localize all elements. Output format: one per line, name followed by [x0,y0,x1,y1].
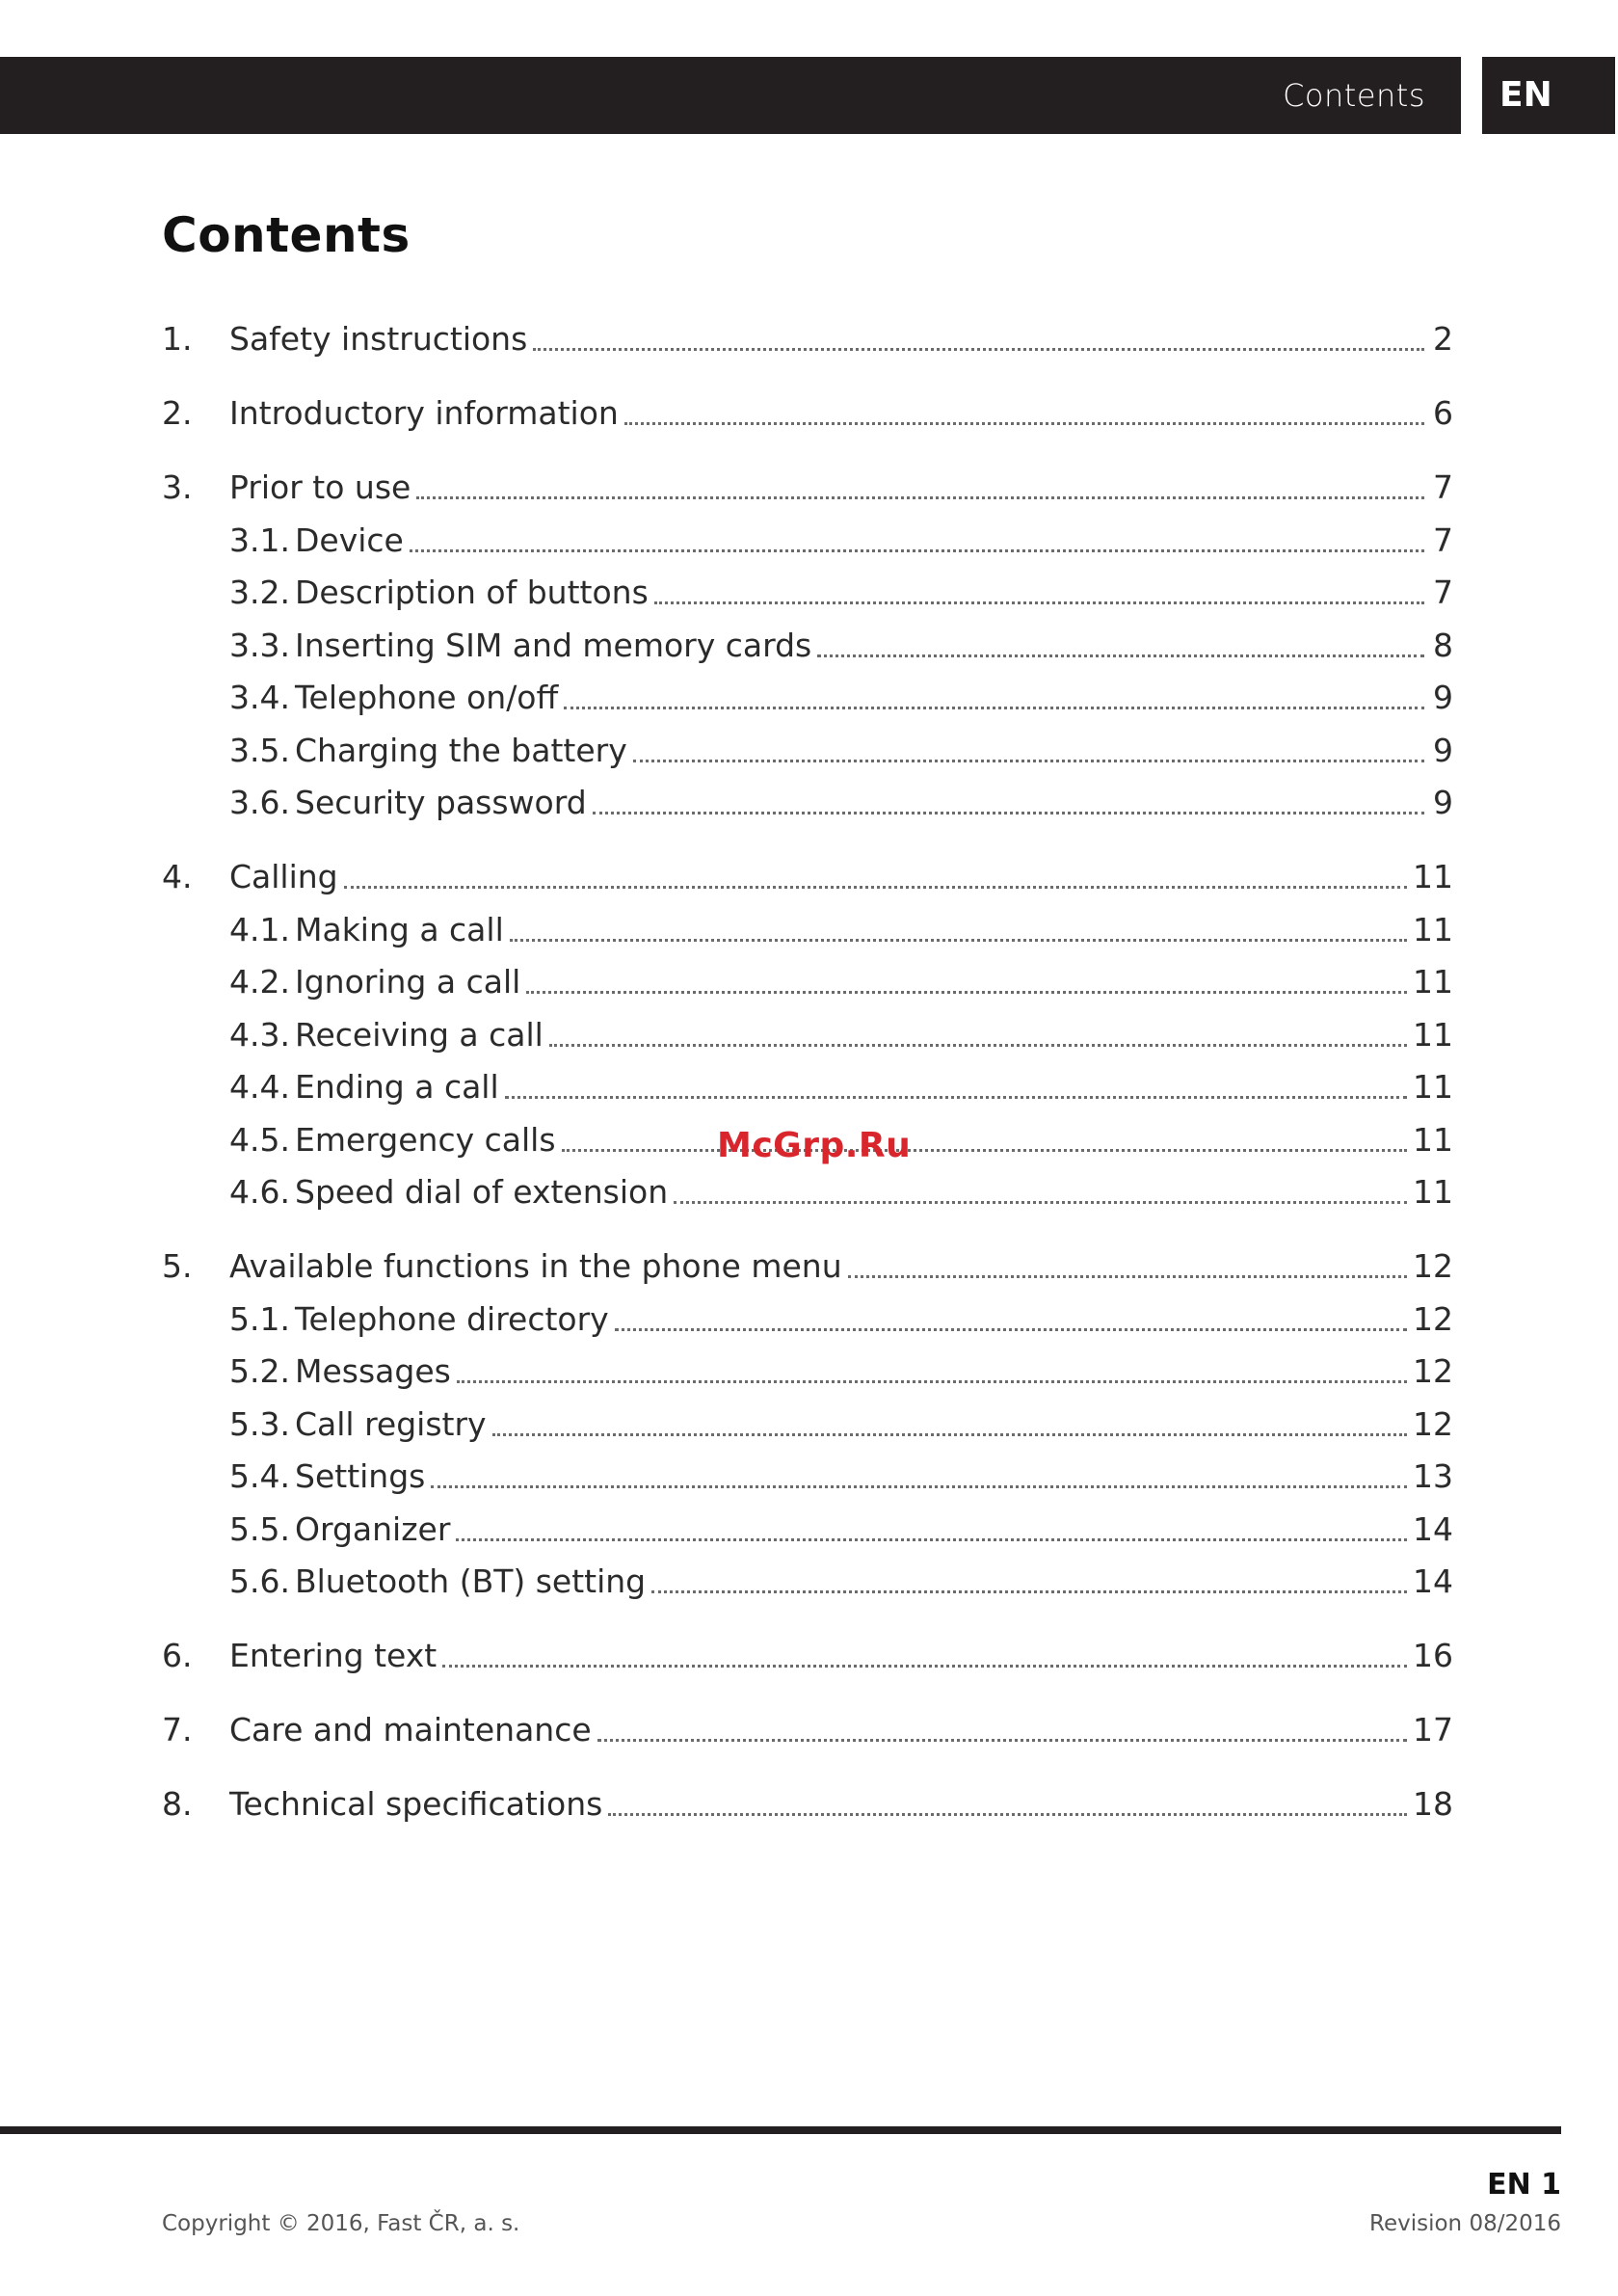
toc-entry-number: 5.2. [229,1352,290,1390]
toc-entry[interactable] [162,1562,1453,1607]
toc-entry-page: 7 [1433,521,1453,559]
toc-entry-label: Ignoring a call [295,963,521,1001]
toc-leader-dots [615,1328,1407,1331]
toc-entry[interactable] [162,1637,1453,1681]
toc-entry-number: 5.1. [229,1299,290,1338]
toc-entry[interactable] [162,858,1453,902]
toc-entry-label: Organizer [295,1509,451,1548]
toc-entry-number: 4.5. [229,1120,290,1159]
toc-entry[interactable] [162,1247,1453,1292]
toc-entry[interactable] [162,394,1453,439]
toc-entry-page: 14 [1413,1509,1453,1548]
toc-entry-page: 11 [1413,1173,1453,1211]
toc-entry-page: 11 [1413,910,1453,948]
toc-entry-label: Inserting SIM and memory cards [295,626,812,664]
toc-entry-number: 4.2. [229,963,290,1001]
toc-leader-dots [817,654,1424,657]
toc-entry[interactable] [162,1457,1453,1502]
toc-entry[interactable] [162,1510,1453,1555]
toc-leader-dots [651,1590,1407,1593]
toc-entry-page: 17 [1413,1711,1453,1749]
toc-leader-dots [654,601,1424,604]
header-section-title: Contents [1283,77,1425,114]
toc-entry-number: 1. [162,320,193,358]
footer-revision: Revision 08/2016 [1369,2211,1561,2236]
toc-entry-label: Receiving a call [295,1015,544,1054]
toc-entry-page: 18 [1413,1785,1453,1823]
toc-entry-page: 11 [1413,963,1453,1001]
toc-entry[interactable] [162,963,1453,1007]
toc-entry[interactable] [162,468,1453,513]
toc-entry-number: 2. [162,394,193,432]
toc-entry[interactable] [162,1711,1453,1755]
toc-leader-dots [492,1433,1407,1436]
toc-entry-label: Calling [229,858,338,895]
toc-entry-number: 3.5. [229,731,290,769]
language-badge: EN [1482,57,1615,134]
toc-leader-dots [624,422,1424,425]
toc-entry-page: 2 [1433,320,1453,358]
toc-entry-page: 13 [1413,1457,1453,1495]
toc-entry-label: Telephone directory [295,1299,609,1338]
toc-entry-label: Introductory information [229,394,619,432]
toc-entry[interactable] [162,574,1453,618]
toc-entry[interactable] [162,320,1453,364]
toc-leader-dots [457,1380,1407,1383]
toc-entry[interactable] [162,1405,1453,1450]
toc-entry-label: Call registry [295,1404,487,1443]
toc-entry-page: 12 [1413,1247,1453,1285]
toc-leader-dots [505,1096,1407,1099]
toc-leader-dots [593,812,1424,814]
toc-leader-dots [416,496,1424,499]
toc-entry-label: Making a call [295,910,504,948]
toc-entry-number: 3.2. [229,574,290,611]
toc-entry-label: Ending a call [295,1068,499,1106]
toc-leader-dots [562,1149,1407,1152]
toc-entry-page: 8 [1433,626,1453,664]
toc-entry-label: Emergency calls [295,1120,556,1159]
toc-entry[interactable] [162,911,1453,955]
toc-entry-label: Prior to use [229,468,411,506]
toc-leader-dots [597,1739,1407,1742]
footer-copyright: Copyright © 2016, Fast ČR, a. s. [162,2211,520,2236]
toc-entry-number: 5.3. [229,1404,290,1443]
toc-entry-number: 8. [162,1785,193,1823]
toc-entry-page: 6 [1433,394,1453,432]
toc-leader-dots [410,549,1424,552]
toc-entry-number: 3.1. [229,521,290,559]
toc-leader-dots [456,1538,1407,1541]
toc-entry-label: Care and maintenance [229,1711,592,1749]
toc-leader-dots [526,991,1407,994]
watermark: McGrp.Ru [717,1126,912,1165]
toc-entry[interactable] [162,1016,1453,1060]
toc-leader-dots [442,1665,1407,1668]
toc-entry-label: Bluetooth (BT) setting [295,1562,647,1600]
toc-entry-label: Telephone on/off [295,679,559,716]
toc-leader-dots [608,1813,1407,1816]
toc-leader-dots [564,707,1424,709]
toc-entry-page: 9 [1433,784,1453,821]
toc-entry-label: Charging the battery [295,731,627,769]
page-title: Contents [162,207,411,263]
toc-entry-label: Speed dial of extension [295,1173,669,1211]
toc-entry-page: 11 [1413,1120,1453,1159]
toc-entry-label: Available functions in the phone menu [229,1247,842,1285]
toc-entry[interactable] [162,1068,1453,1112]
toc-entry[interactable] [162,679,1453,723]
toc-entry-label: Settings [295,1457,426,1495]
toc-entry-label: Entering text [229,1637,438,1674]
toc-entry-page: 12 [1413,1352,1453,1390]
toc-entry-number: 4.1. [229,910,290,948]
toc-entry-number: 3.3. [229,626,290,664]
toc-entry-number: 4.6. [229,1173,290,1211]
toc-entry-label: Security password [295,784,587,821]
toc-entry-number: 3.6. [229,784,290,821]
footer-page-number: EN 1 [1487,2168,1561,2202]
toc-entry-number: 3.4. [229,679,290,716]
toc-leader-dots [431,1485,1407,1488]
toc-entry-number: 6. [162,1637,193,1674]
toc-entry-number: 5.5. [229,1509,290,1548]
toc-entry-page: 9 [1433,679,1453,716]
toc-entry[interactable] [162,627,1453,671]
header-bar [0,57,1461,134]
toc-entry-page: 12 [1413,1404,1453,1443]
toc-entry[interactable] [162,1300,1453,1345]
toc-entry-page: 11 [1413,1015,1453,1054]
toc-entry-label: Safety instructions [229,320,528,358]
toc-entry-number: 5. [162,1247,193,1285]
toc-leader-dots [344,886,1407,889]
toc-entry-page: 14 [1413,1562,1453,1600]
toc-leader-dots [533,348,1424,351]
toc-entry[interactable] [162,1352,1453,1397]
toc-leader-dots [633,760,1424,762]
toc-leader-dots [549,1044,1407,1047]
toc-entry-label: Device [295,521,404,559]
toc-entry[interactable] [162,784,1453,828]
footer-rule [0,2126,1561,2134]
toc-entry-page: 7 [1433,468,1453,506]
toc-entry-number: 3. [162,468,193,506]
toc-entry[interactable] [162,1173,1453,1217]
toc-entry-number: 7. [162,1711,193,1749]
toc-entry-page: 16 [1413,1637,1453,1674]
toc-leader-dots [848,1275,1407,1278]
toc-entry-page: 11 [1413,858,1453,895]
toc-entry-number: 4.3. [229,1015,290,1054]
toc-entry-number: 5.4. [229,1457,290,1495]
toc-entry-label: Messages [295,1352,451,1390]
toc-entry-page: 11 [1413,1068,1453,1106]
toc-entry[interactable] [162,1785,1453,1829]
toc-entry-number: 5.6. [229,1562,290,1600]
toc-entry[interactable] [162,521,1453,566]
toc-leader-dots [510,939,1407,942]
toc-leader-dots [674,1201,1407,1204]
toc-entry-page: 7 [1433,574,1453,611]
toc-entry-number: 4.4. [229,1068,290,1106]
toc-entry[interactable] [162,732,1453,776]
toc-entry-label: Description of buttons [295,574,649,611]
toc-entry-page: 9 [1433,731,1453,769]
toc-entry-page: 12 [1413,1299,1453,1338]
toc-entry-number: 4. [162,858,193,895]
toc-entry-label: Technical specifications [229,1785,603,1823]
